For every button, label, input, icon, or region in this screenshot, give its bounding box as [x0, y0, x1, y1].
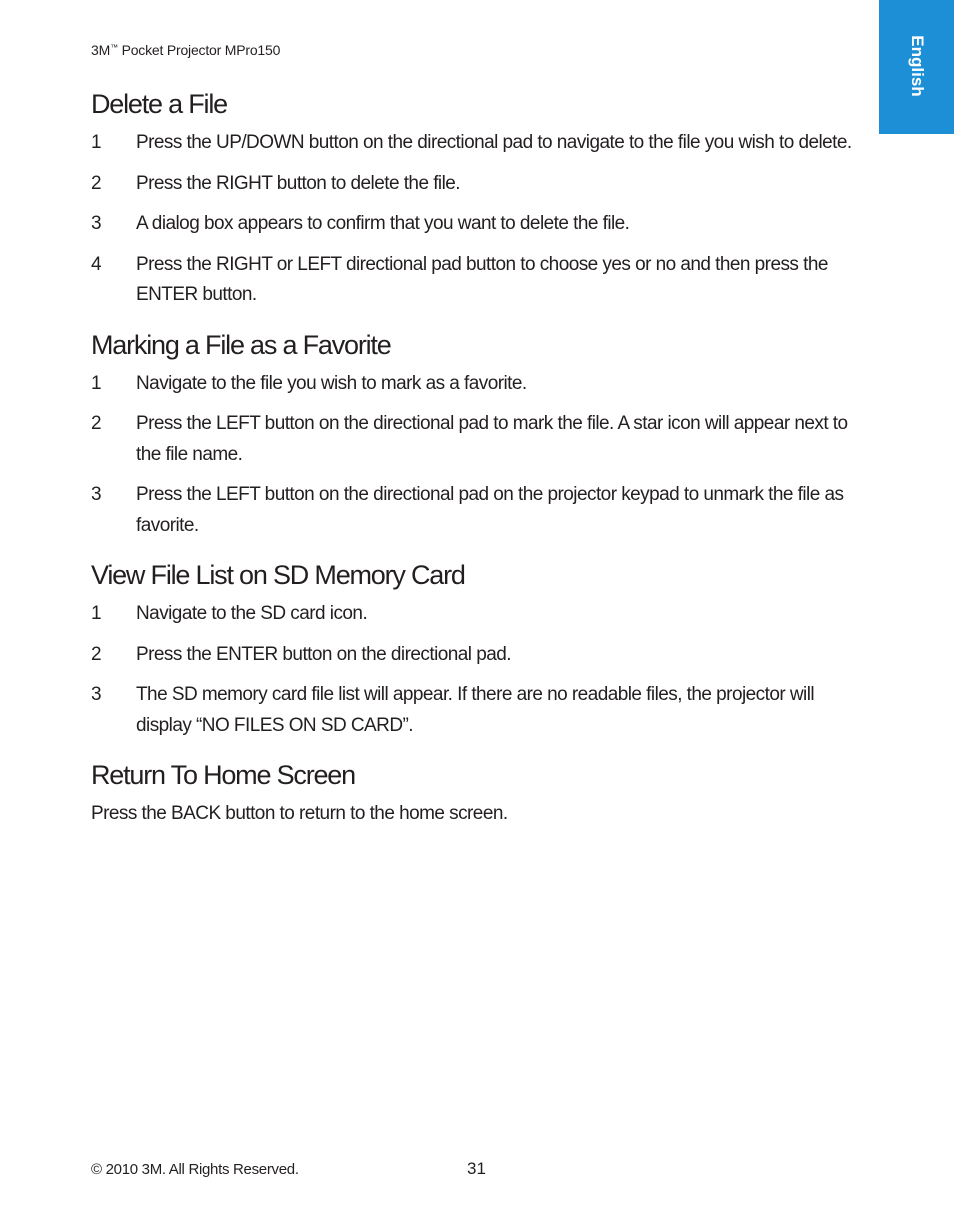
- product-prefix: 3M: [91, 42, 111, 58]
- step-text: A dialog box appears to confirm that you want to delete the file.: [136, 213, 630, 234]
- step-number: 2: [91, 643, 102, 665]
- step-number: 1: [91, 603, 102, 624]
- step-item: [91, 409, 866, 470]
- language-tab: [879, 0, 954, 134]
- section-title: View File List on SD Memory Card: [91, 560, 465, 590]
- section-delete-file: [91, 86, 866, 311]
- step-text: The SD memory card file list will appear. If there are no readable files, the projector will display “NO FILES ON SD CARD”.: [136, 684, 815, 736]
- step-item: [91, 680, 866, 741]
- product-name: Pocket Projector MPro150: [117, 42, 281, 58]
- trademark-symbol: ™: [110, 43, 118, 52]
- step-item: [91, 169, 866, 200]
- step-number: 3: [91, 213, 102, 234]
- step-number: 1: [91, 372, 102, 394]
- step-item: [91, 599, 866, 630]
- section-title: Return To Home Screen: [91, 760, 355, 790]
- step-text: Press the LEFT button on the directional pad on the projector keypad to unmark the file as favorite.: [136, 484, 844, 536]
- section-title: Marking a File as a Favorite: [91, 329, 391, 360]
- page-number: 31: [467, 1159, 486, 1178]
- step-text: Press the RIGHT or LEFT directional pad button to choose yes or no and then press the ENTER button.: [136, 253, 828, 305]
- step-text: Press the ENTER button on the directional pad.: [136, 643, 511, 665]
- step-text: Press the UP/DOWN button on the directional pad to navigate to the file you wish to delete.: [136, 132, 852, 153]
- language-tab-label: English: [907, 35, 927, 97]
- section-mark-favorite: [91, 327, 866, 542]
- step-item: [91, 369, 866, 400]
- section-title: Delete a File: [91, 89, 227, 119]
- page-content: [91, 86, 866, 830]
- copyright-notice: © 2010 3M. All Rights Reserved.: [91, 1161, 299, 1178]
- section-sd-file-list: [91, 557, 866, 741]
- step-item: [91, 250, 866, 311]
- step-text: Press the LEFT button on the directional pad to mark the file. A star icon will appear next to the file name.: [136, 413, 848, 465]
- step-text: Navigate to the SD card icon.: [136, 603, 368, 624]
- step-text: Navigate to the file you wish to mark as a favorite.: [136, 372, 527, 394]
- step-number: 3: [91, 684, 102, 705]
- step-item: [91, 480, 866, 541]
- step-number: 4: [91, 253, 102, 275]
- step-list: [91, 128, 866, 311]
- step-list: [91, 369, 866, 542]
- running-header: [91, 42, 280, 58]
- step-number: 1: [91, 132, 102, 153]
- step-text: Press the RIGHT button to delete the file.: [136, 172, 461, 194]
- step-item: [91, 640, 866, 671]
- step-list: [91, 599, 866, 741]
- step-item: [91, 128, 866, 159]
- section-body: Press the BACK button to return to the home screen.: [91, 803, 508, 824]
- step-number: 2: [91, 172, 102, 194]
- step-item: [91, 209, 866, 240]
- section-return-home: [91, 757, 866, 830]
- step-number: 2: [91, 413, 102, 434]
- step-number: 3: [91, 484, 102, 505]
